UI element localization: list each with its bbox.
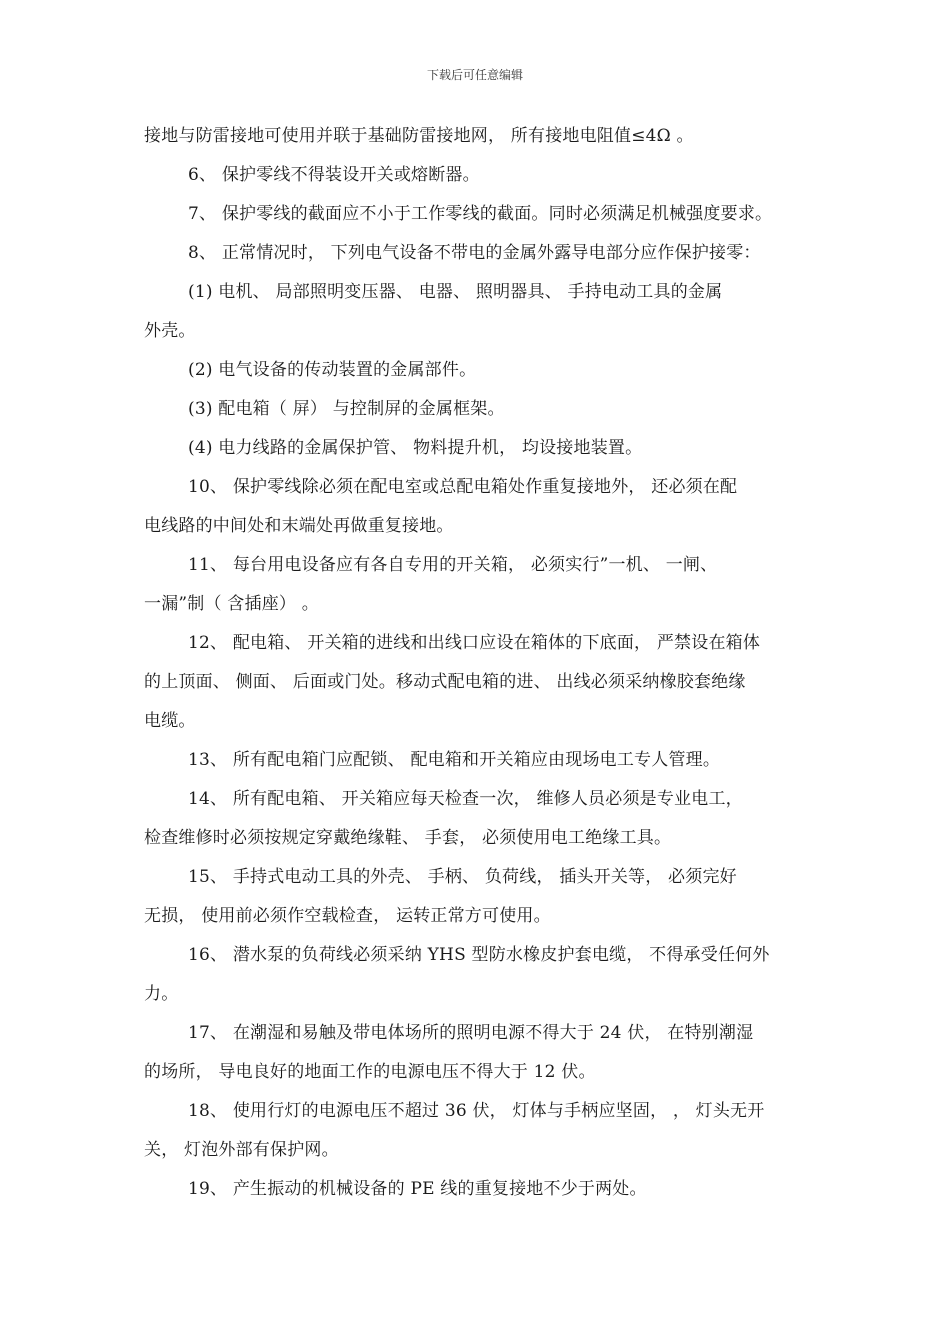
text-line: 的场所， 导电良好的地面工作的电源电压不得大于 12 伏。 bbox=[144, 1062, 596, 1082]
text-line: 12、 配电箱、 开关箱的进线和出线口应设在箱体的下底面， 严禁设在箱体 bbox=[188, 633, 761, 653]
text-line: 11、 每台用电设备应有各自专用的开关箱， 必须实行”一机、 一闸、 bbox=[188, 555, 718, 575]
text-line: 关， 灯泡外部有保护网。 bbox=[144, 1140, 339, 1160]
text-line: 19、 产生振动的机械设备的 PE 线的重复接地不少于两处。 bbox=[188, 1179, 647, 1199]
text-line: 一漏”制（ 含插座） 。 bbox=[144, 594, 319, 614]
text-line: 接地与防雷接地可使用并联于基础防雷接地网， 所有接地电阻值≤4Ω 。 bbox=[144, 126, 694, 146]
text-line: 检查维修时必须按规定穿戴绝缘鞋、 手套， 必须使用电工绝缘工具。 bbox=[144, 828, 672, 848]
text-line: 无损， 使用前必须作空载检查， 运转正常方可使用。 bbox=[144, 906, 551, 926]
text-line: (1) 电机、 局部照明变压器、 电器、 照明器具、 手持电动工具的金属 bbox=[188, 282, 723, 302]
text-line: 外壳。 bbox=[144, 321, 196, 341]
text-line: (4) 电力线路的金属保护管、 物料提升机， 均设接地装置。 bbox=[188, 438, 643, 458]
text-line: 15、 手持式电动工具的外壳、 手柄、 负荷线， 插头开关等， 必须完好 bbox=[188, 867, 737, 887]
text-line: (2) 电气设备的传动装置的金属部件。 bbox=[188, 360, 477, 380]
text-line: (3) 配电箱（ 屏） 与控制屏的金属框架。 bbox=[188, 399, 505, 419]
text-line: 电线路的中间处和末端处再做重复接地。 bbox=[144, 516, 454, 536]
text-line: 7、 保护零线的截面应不小于工作零线的截面。同时必须满足机械强度要求。 bbox=[188, 204, 773, 224]
text-line: 力。 bbox=[144, 984, 179, 1004]
text-line: 14、 所有配电箱、 开关箱应每天检查一次， 维修人员必须是专业电工， bbox=[188, 789, 743, 809]
page-header: 下载后可任意编辑 bbox=[426, 68, 523, 82]
text-line: 10、 保护零线除必须在配电室或总配电箱处作重复接地外， 还必须在配 bbox=[188, 477, 738, 497]
text-line: 18、 使用行灯的电源电压不超过 36 伏， 灯体与手柄应坚固， ， 灯头无开 bbox=[188, 1101, 765, 1121]
text-line: 16、 潜水泵的负荷线必须采纳 YHS 型防水橡皮护套电缆， 不得承受任何外 bbox=[188, 945, 770, 965]
text-line: 6、 保护零线不得装设开关或熔断器。 bbox=[188, 165, 480, 185]
text-line: 13、 所有配电箱门应配锁、 配电箱和开关箱应由现场电工专人管理。 bbox=[188, 750, 721, 770]
text-line: 17、 在潮湿和易触及带电体场所的照明电源不得大于 24 伏， 在特别潮湿 bbox=[188, 1023, 754, 1043]
text-line: 的上顶面、 侧面、 后面或门处。移动式配电箱的进、 出线必须采纳橡胶套绝缘 bbox=[144, 672, 746, 692]
text-line: 电缆。 bbox=[144, 711, 196, 731]
text-line: 8、 正常情况时， 下列电气设备不带电的金属外露导电部分应作保护接零： bbox=[188, 243, 761, 263]
